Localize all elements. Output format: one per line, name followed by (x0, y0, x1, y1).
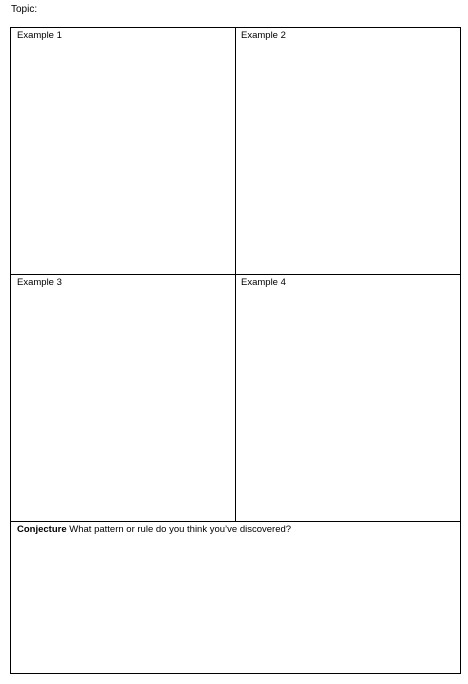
topic-label: Topic: (11, 4, 38, 15)
example-4-label: Example 4 (241, 277, 286, 288)
conjecture-box[interactable] (11, 522, 460, 673)
example-2-box[interactable] (236, 28, 460, 275)
example-1-box[interactable] (11, 28, 236, 275)
example-3-box[interactable] (11, 275, 236, 522)
conjecture-prompt: What pattern or rule do you think you’ve discovered? (69, 524, 292, 535)
example-2-label: Example 2 (241, 30, 286, 41)
conjecture-label: Conjecture (17, 524, 67, 535)
example-3-label: Example 3 (17, 277, 62, 288)
example-4-box[interactable] (236, 275, 460, 522)
example-1-label: Example 1 (17, 30, 62, 41)
worksheet-grid (10, 27, 461, 674)
